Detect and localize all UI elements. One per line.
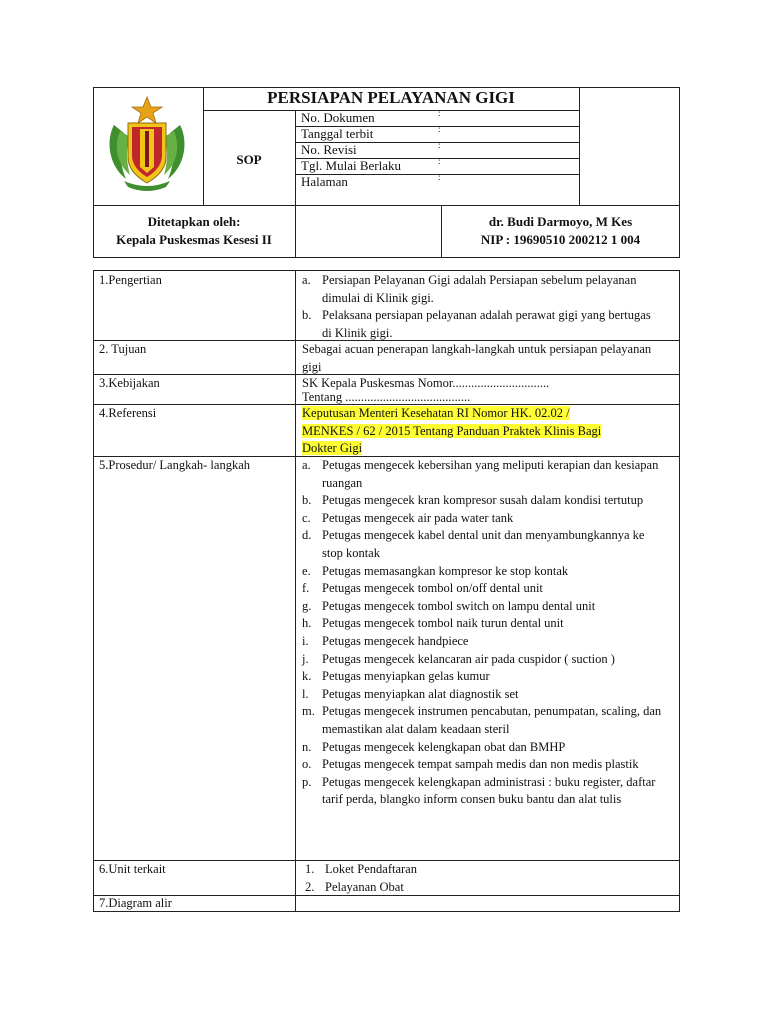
row-label-unit-terkait: 6.Unit terkait (99, 862, 166, 876)
header-divider (203, 110, 579, 111)
list-item-text: Petugas mengecek instrumen pencabutan, penumpatan, scaling, dan memastikan alat dalam keadaan steril (322, 704, 662, 736)
list-marker: e. (302, 563, 311, 578)
list-item (302, 307, 662, 342)
list-item-text: Persiapan Pelayanan Gigi adalah Persiapan sebelum pelayanan dimulai di Klinik gigi. (322, 273, 637, 305)
list-item-text: Petugas mengecek air pada water tank (322, 510, 514, 525)
list-item (305, 861, 665, 879)
list-item-text: Petugas mengecek kelancaran air pada cuspidor ( suction ) (322, 651, 615, 666)
list-item (302, 272, 662, 307)
list-marker: c. (302, 510, 311, 525)
column-divider (295, 270, 296, 912)
pengertian-list (302, 272, 662, 342)
list-marker: 2. (305, 879, 315, 894)
list-marker: b. (302, 493, 312, 508)
field-halaman: Halaman (301, 174, 348, 189)
field-separator: : (438, 124, 441, 134)
list-marker: l. (302, 686, 309, 701)
list-item (302, 774, 664, 809)
list-item (302, 527, 664, 562)
list-item-text: Pelayanan Obat (325, 879, 404, 894)
list-marker: n. (302, 739, 312, 754)
list-marker: i. (302, 633, 309, 648)
list-marker: k. (302, 669, 312, 684)
list-item (302, 686, 664, 704)
list-item (302, 563, 664, 581)
list-item-text: Petugas menyiapkan gelas kumur (322, 669, 490, 684)
list-item (302, 703, 664, 738)
list-item-text: Petugas mengecek kran kompresor susah dalam kondisi tertutup (322, 493, 644, 508)
list-marker: 1. (305, 862, 315, 876)
unit-terkait-list (305, 861, 665, 896)
list-item (302, 668, 664, 686)
referensi-line: MENKES / 62 / 2015 Tentang Panduan Praktek Klinis Bagi (302, 423, 602, 438)
regency-emblem-icon (104, 95, 190, 191)
list-item-text: Petugas mengecek tombol naik turun dental unit (322, 616, 564, 631)
kebijakan-line1: SK Kepala Puskesmas Nomor............................... (302, 376, 550, 390)
list-item (302, 739, 664, 757)
field-no-dokumen: No. Dokumen (301, 110, 375, 125)
page-title: PERSIAPAN PELAYANAN GIGI (267, 88, 515, 107)
list-marker: h. (302, 616, 312, 631)
list-item-text: Petugas mengecek handpiece (322, 633, 469, 648)
header-divider (93, 205, 680, 206)
signer-nip: NIP : 19690510 200212 1 004 (480, 232, 641, 247)
list-marker: a. (302, 458, 311, 472)
list-item (302, 615, 664, 633)
list-item (302, 457, 664, 492)
list-item-text: Petugas menyiapkan alat diagnostik set (322, 686, 519, 701)
list-item-text: Petugas mengecek tombol switch on lampu dental unit (322, 598, 596, 613)
field-tanggal-terbit: Tanggal terbit (301, 126, 374, 141)
list-item-text: Petugas mengecek kebersihan yang meliputi kerapian dan kesiapan ruangan (322, 458, 659, 490)
ditetapkan-oleh: Ditetapkan oleh: (147, 214, 241, 229)
list-marker: p. (302, 774, 312, 789)
list-item-text: Loket Pendaftaran (325, 862, 417, 876)
list-item-text: Petugas memasangkan kompresor ke stop kontak (322, 563, 569, 578)
list-item (302, 492, 664, 510)
sop-label: SOP (236, 152, 262, 167)
list-item (302, 580, 664, 598)
row-label-tujuan: 2. Tujuan (99, 342, 147, 356)
signer-name: dr. Budi Darmoyo, M Kes (488, 214, 633, 229)
ditetapkan-jabatan: Kepala Puskesmas Kesesi II (116, 232, 272, 247)
field-no-revisi: No. Revisi (301, 142, 357, 157)
list-marker: j. (302, 651, 309, 666)
row-label-referensi: 4.Referensi (99, 406, 157, 420)
tujuan-text: Sebagai acuan penerapan langkah-langkah untuk persiapan pelayanan gigi (302, 342, 652, 374)
field-separator: : (438, 108, 441, 118)
referensi-line: Dokter Gigi (302, 441, 363, 456)
row-label-diagram-alir: 7.Diagram alir (99, 896, 172, 910)
field-tgl-mulai-berlaku: Tgl. Mulai Berlaku (301, 158, 402, 173)
referensi-text (302, 405, 601, 458)
list-marker: f. (302, 581, 310, 596)
list-item-text: Petugas mengecek kelengkapan administrasi : buku register, daftar tarif perda, blangko inform consen buku bantu dan alat tulis (322, 774, 656, 807)
list-marker: o. (302, 757, 312, 772)
header-divider (579, 87, 580, 205)
header-divider (295, 110, 296, 258)
field-separator: : (438, 156, 441, 166)
row-label-pengertian: 1.Pengertian (99, 273, 162, 287)
list-item (305, 879, 665, 897)
list-item (302, 756, 664, 774)
list-item-text: Pelaksana persiapan pelayanan adalah perawat gigi yang bertugas di Klinik gigi. (322, 308, 651, 340)
list-item (302, 510, 664, 528)
row-label-prosedur: 5.Prosedur/ Langkah- langkah (99, 458, 251, 472)
list-marker: m. (302, 704, 315, 719)
list-item (302, 633, 664, 651)
list-marker: a. (302, 273, 311, 287)
list-item (302, 651, 664, 669)
prosedur-list (302, 457, 664, 809)
list-item-text: Petugas mengecek tombol on/off dental unit (322, 581, 543, 596)
list-item (302, 598, 664, 616)
list-item-text: Petugas mengecek kabel dental unit dan menyambungkannya ke stop kontak (322, 528, 645, 560)
list-marker: d. (302, 528, 312, 543)
field-separator: : (438, 140, 441, 150)
field-separator: : (438, 172, 441, 182)
list-item-text: Petugas mengecek tempat sampah medis dan non medis plastik (322, 757, 639, 772)
list-item-text: Petugas mengecek kelengkapan obat dan BMHP (322, 739, 566, 754)
row-label-kebijakan: 3.Kebijakan (99, 376, 160, 390)
list-marker: g. (302, 598, 312, 613)
referensi-line: Keputusan Menteri Kesehatan RI Nomor HK. 02.02 / (302, 406, 570, 420)
kebijakan-line2: Tentang ........................................ (302, 390, 471, 404)
list-marker: b. (302, 308, 312, 323)
